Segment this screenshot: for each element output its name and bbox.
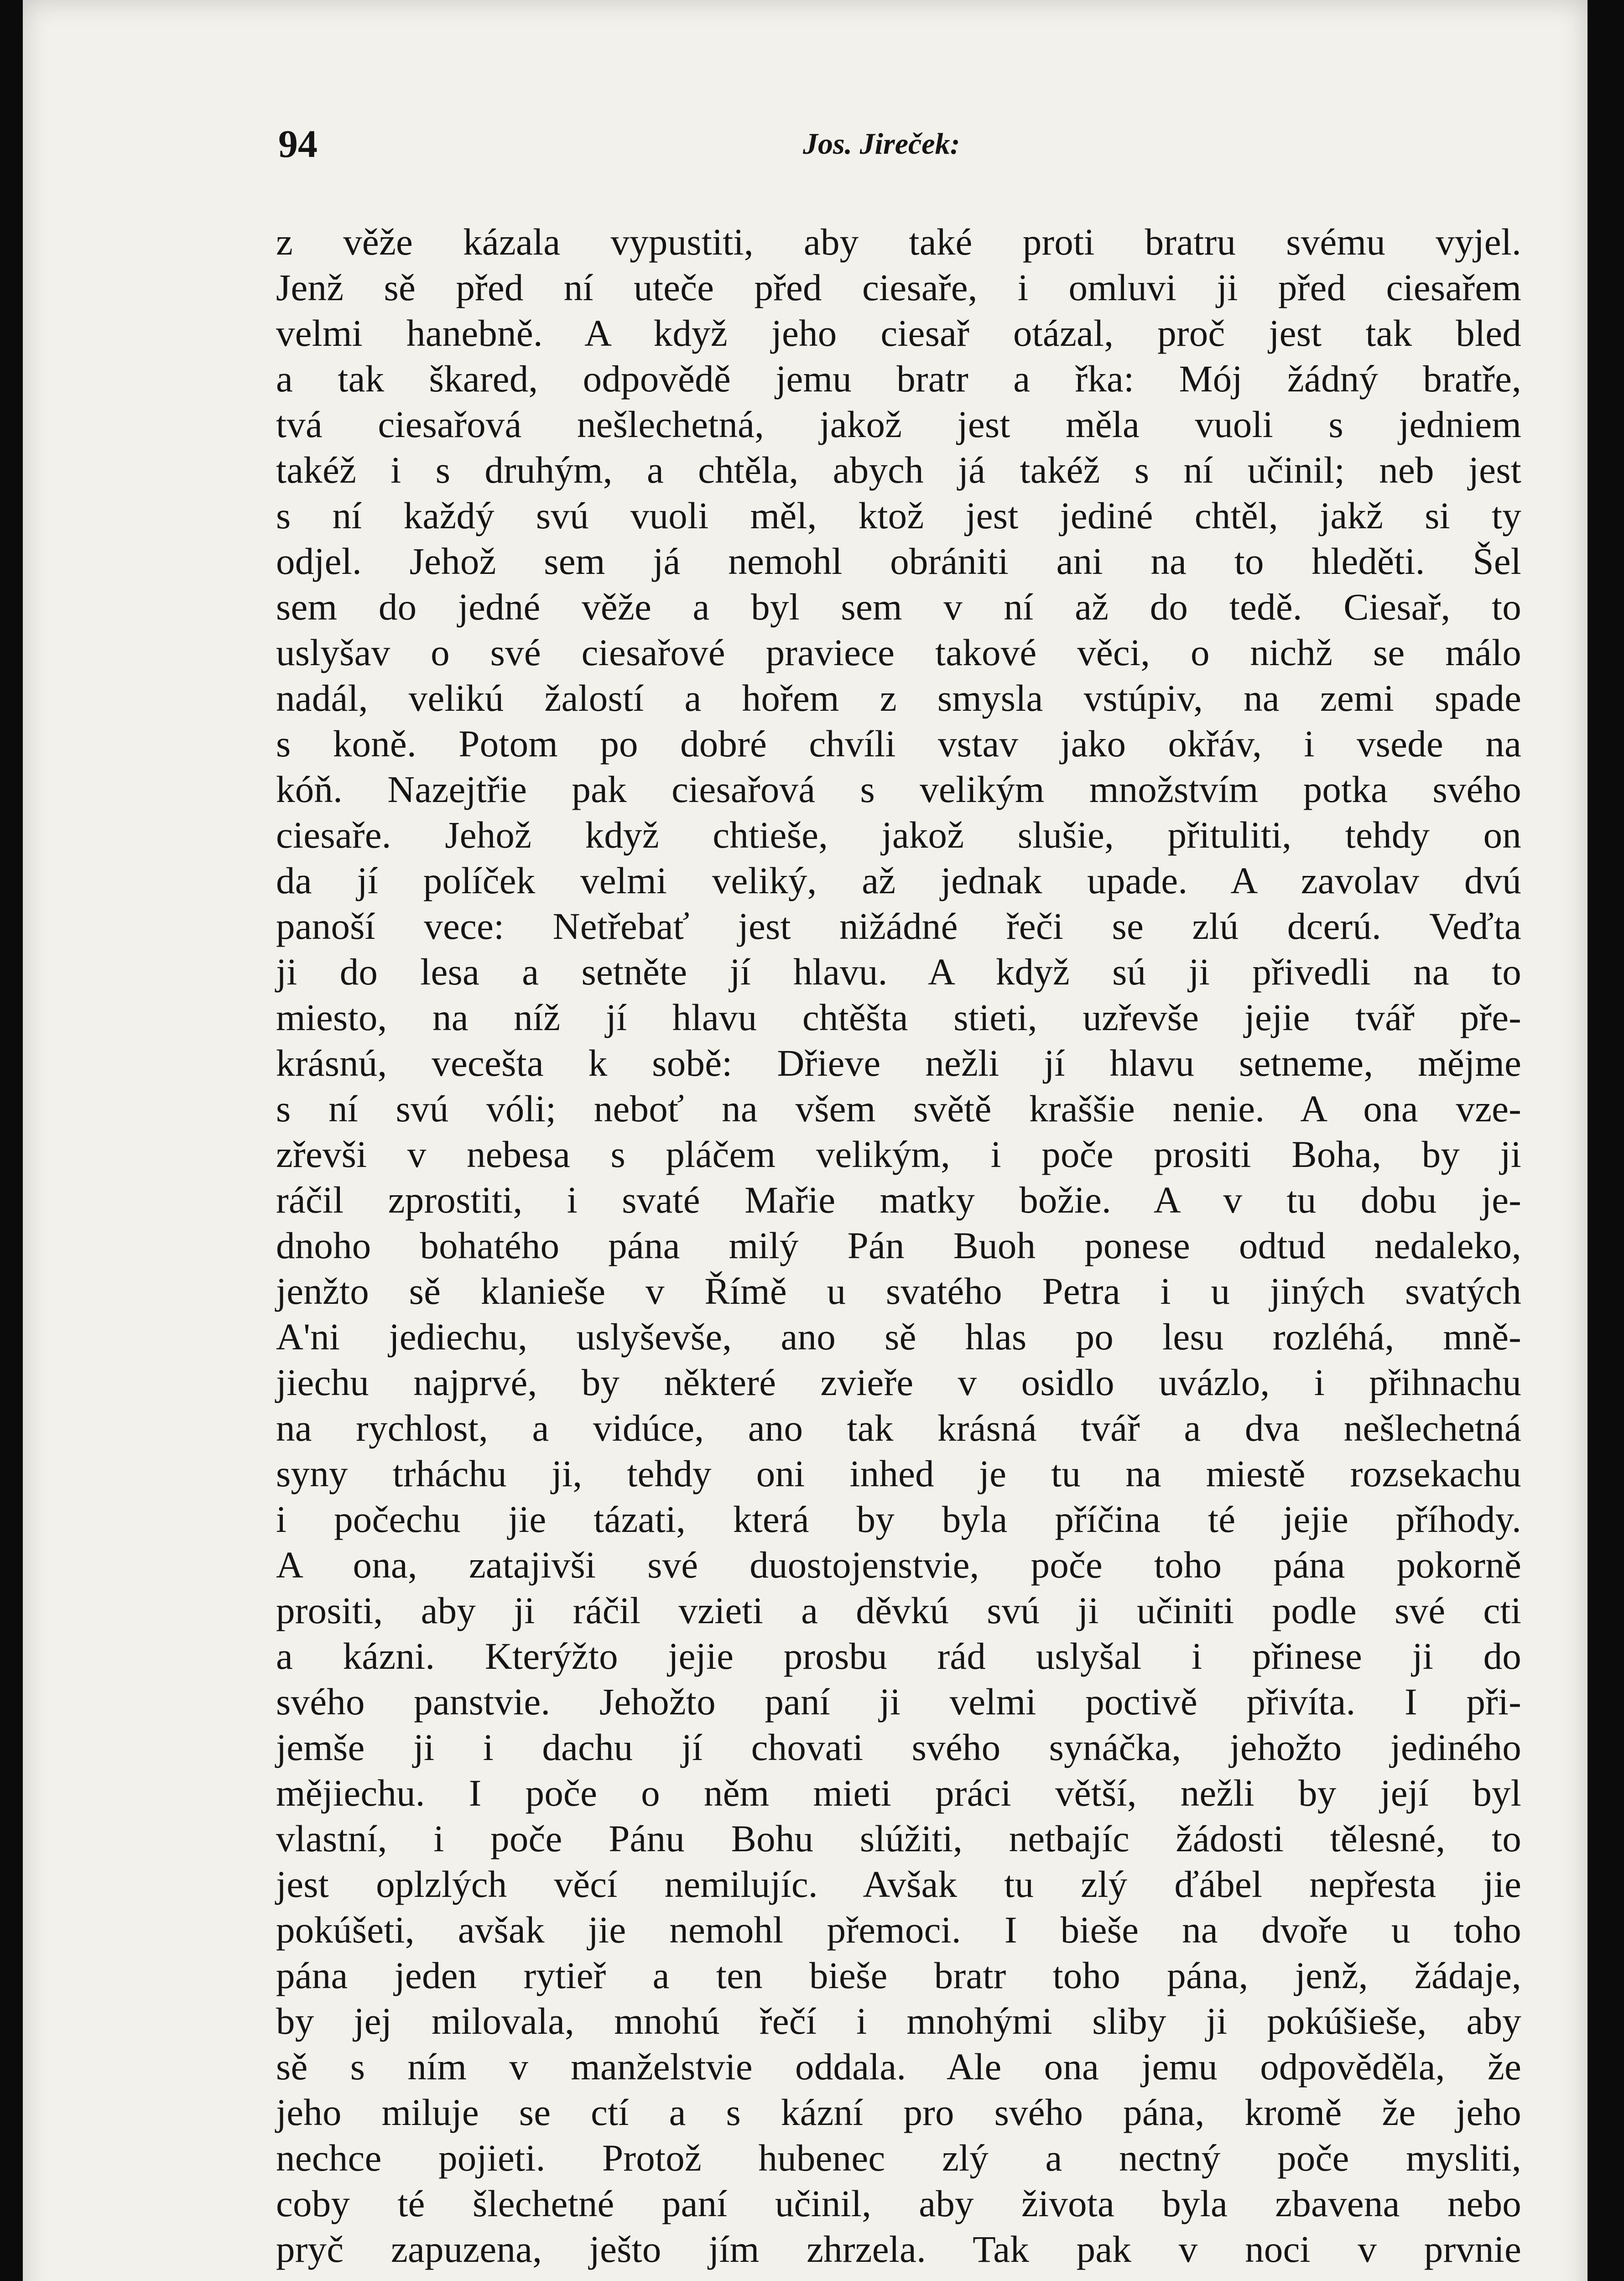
text-line: ji do lesa a setněte jí hlavu. A když sú ji přivedli na to — [276, 951, 1521, 993]
text-line: takéž i s druhým, a chtěla, abych já takéž s ní učinil; neb jest — [276, 449, 1521, 491]
text-line: panoší vece: Netřebať jest nižádné řeči se zlú dcerú. Veďta — [276, 905, 1521, 947]
text-line: z věže kázala vypustiti, aby také proti bratru svému vyjel. — [276, 221, 1521, 263]
text-line: pána jeden rytieř a ten bieše bratr toho pána, jenž, žádaje, — [276, 1954, 1521, 1996]
text-line: vlastní, i poče Pánu Bohu slúžiti, netbajíc žádosti tělesné, to — [276, 1818, 1521, 1859]
text-line: a kázni. Kterýžto jejie prosbu rád uslyšal i přinese ji do — [276, 1635, 1521, 1677]
text-line: nechce pojieti. Protož hubenec zlý a nectný poče mysliti, — [276, 2137, 1521, 2179]
text-line: s koně. Potom po dobré chvíli vstav jako okřáv, i vsede na — [276, 723, 1521, 765]
text-line: Jenž sě před ní uteče před ciesaře, i omluvi ji před ciesařem — [276, 266, 1521, 308]
scan-border — [1588, 0, 1624, 2281]
text-line: jenžto sě klanieše v Římě u svatého Petra i u jiných svatých — [276, 1270, 1521, 1312]
text-line: nadál, velikú žalostí a hořem z smysla vstúpiv, na zemi spade — [276, 677, 1521, 719]
text-line: dnoho bohatého pána milý Pán Buoh ponese odtud nedaleko, — [276, 1224, 1521, 1266]
text-line: tvá ciesařová nešlechetná, jakož jest měla vuoli s jedniem — [276, 403, 1521, 445]
text-line: sem do jedné věže a byl sem v ní až do tedě. Ciesař, to — [276, 586, 1521, 628]
text-line: na rychlost, a vidúce, ano tak krásná tvář a dva nešlechetná — [276, 1407, 1521, 1449]
text-line: odjel. Jehož sem já nemohl obrániti ani na to hleděti. Šel — [276, 540, 1521, 582]
page-number: 94 — [278, 122, 318, 166]
text-line: uslyšav o své ciesařové praviece takové věci, o nichž se málo — [276, 631, 1521, 673]
text-line: i počechu jie tázati, která by byla příčina té jejie příhody. — [276, 1498, 1521, 1540]
text-line: kóň. Nazejtřie pak ciesařová s velikým množstvím potka svého — [276, 768, 1521, 810]
text-line: velmi hanebně. A když jeho ciesař otázal, proč jest tak bled — [276, 312, 1521, 354]
text-line: prositi, aby ji ráčil vzieti a děvkú svú ji učiniti podle své cti — [276, 1589, 1521, 1631]
running-header — [278, 119, 1519, 169]
text-line: miesto, na níž jí hlavu chtěšta stieti, uzřevše jejie tvář pře- — [276, 996, 1521, 1038]
text-line: pryč zapuzena, ješto jím zhrzela. Tak pak v noci v prvnie — [276, 2228, 1521, 2270]
text-line: coby té šlechetné paní učinil, aby života byla zbavena nebo — [276, 2182, 1521, 2224]
text-line: ciesaře. Jehož když chtieše, jakož slušie, přituliti, tehdy on — [276, 814, 1521, 856]
text-line: zřevši v nebesa s pláčem velikým, i poče prositi Boha, by ji — [276, 1133, 1521, 1175]
text-line: krásnú, vecešta k sobě: Dřieve nežli jí hlavu setneme, mějme — [276, 1042, 1521, 1084]
text-line: s ní svú vóli; neboť na všem světě kraššie nenie. A ona vze- — [276, 1088, 1521, 1130]
book-page — [23, 0, 1588, 2281]
text-line: by jej milovala, mnohú řečí i mnohými sliby ji pokúšieše, aby — [276, 2000, 1521, 2042]
text-line: mějiechu. I poče o něm mieti práci větší, nežli by její byl — [276, 1772, 1521, 1814]
text-line: jest oplzlých věcí nemilujíc. Avšak tu zlý ďábel nepřesta jie — [276, 1863, 1521, 1905]
text-line: sě s ním v manželstvie oddala. Ale ona jemu odpověděla, že — [276, 2046, 1521, 2088]
header-author: Jos. Jireček: — [803, 127, 960, 161]
text-line: A'ni jediechu, uslyševše, ano sě hlas po lesu rozléhá, mně- — [276, 1316, 1521, 1358]
text-line: jiechu najprvé, by některé zvieře v osidlo uvázlo, i přihnachu — [276, 1361, 1521, 1403]
text-line: A ona, zatajivši své duostojenstvie, poče toho pána pokorně — [276, 1544, 1521, 1586]
text-line: jeho miluje se ctí a s kázní pro svého pána, kromě že jeho — [276, 2091, 1521, 2133]
text-line: s ní každý svú vuoli měl, ktož jest jediné chtěl, jakž si ty — [276, 495, 1521, 536]
text-line: syny trháchu ji, tehdy oni inhed je tu na miestě rozsekachu — [276, 1453, 1521, 1495]
text-line: a tak škared, odpovědě jemu bratr a řka: Mój žádný bratře, — [276, 358, 1521, 400]
text-line: svého panstvie. Jehožto paní ji velmi poctivě přivíta. I při- — [276, 1681, 1521, 1723]
text-line: jemše ji i dachu jí chovati svého synáčka, jehožto jediného — [276, 1726, 1521, 1768]
text-line: pokúšeti, avšak jie nemohl přemoci. I bieše na dvoře u toho — [276, 1909, 1521, 1951]
text-line: ráčil zprostiti, i svaté Mařie matky božie. A v tu dobu je- — [276, 1179, 1521, 1221]
body-text — [276, 219, 1521, 2281]
text-line: da jí políček velmi veliký, až jednak upade. A zavolav dvú — [276, 859, 1521, 901]
